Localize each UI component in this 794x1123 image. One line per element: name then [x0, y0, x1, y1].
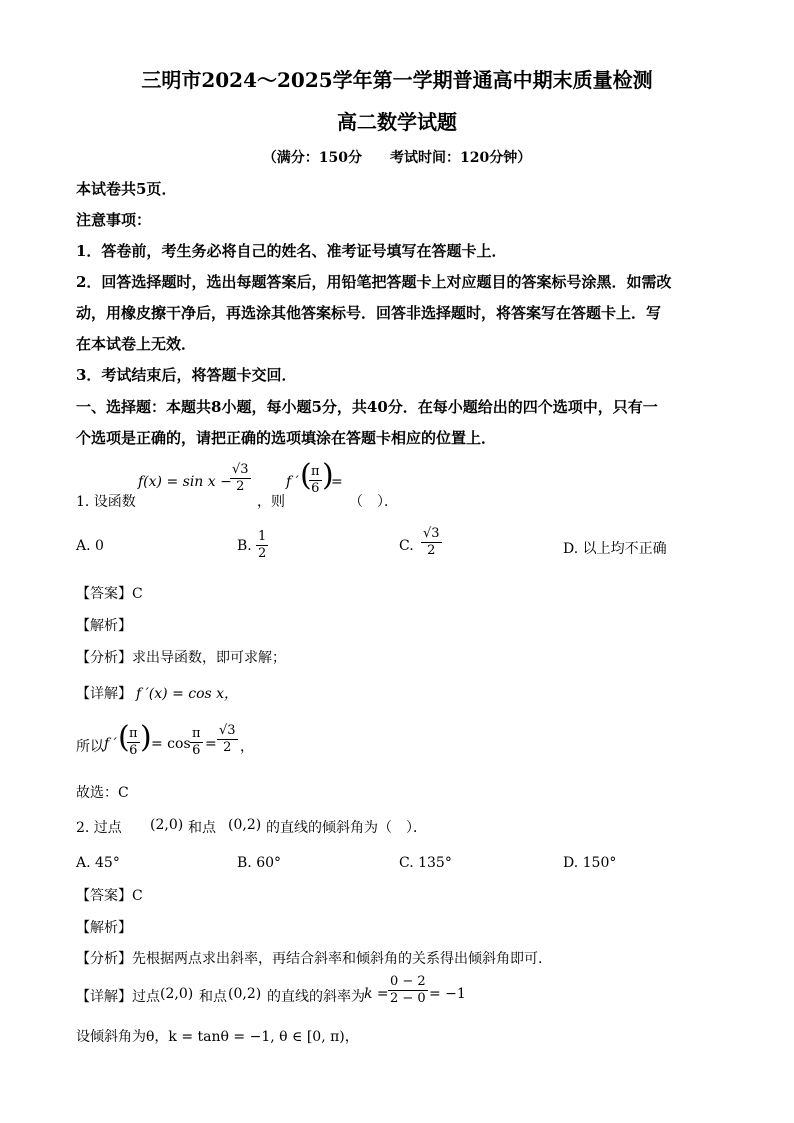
q2-stem-b: 和点: [188, 820, 216, 836]
q2-option-c: C. 135°: [399, 855, 452, 871]
q1-so-result: [217, 723, 238, 756]
q1-so-cos-six: 6: [192, 743, 201, 758]
q1-blank: （ ）．: [349, 494, 398, 510]
section1-heading-b: 个选项是正确的，请把正确的选项填涂在答题卡相应的位置上．: [76, 429, 497, 447]
q1-six: 6: [311, 481, 320, 496]
q1-so-end: ，: [240, 739, 254, 755]
q2-option-d: D. 150°: [563, 855, 617, 871]
q1-analysis-label: 【解析】: [76, 618, 132, 634]
q1-pi: π: [311, 464, 320, 479]
q1-pi-over-6: [309, 464, 322, 497]
q1-option-a: A. 0: [76, 538, 104, 554]
exam-title: 三明市2024～2025学年第一学期普通高中期末质量检测: [141, 68, 653, 92]
exam-meta: （满分：150分 考试时间：120分钟）: [262, 150, 532, 166]
q1-equals: =: [331, 474, 343, 490]
q1-so-six: 6: [129, 743, 138, 758]
q1-so-label: 所以: [76, 739, 104, 755]
q1-option-d: D. 以上均不正确: [563, 541, 667, 557]
q1-so-right-paren: ): [140, 720, 152, 755]
q1-so-left-paren: (: [118, 720, 130, 755]
q1-right-paren: ): [322, 458, 334, 493]
q2-detail-c: 的直线的斜率为: [267, 989, 365, 1005]
q1-so-result-den: 2: [223, 740, 232, 755]
q2-detail-a: 【详解】过点: [76, 989, 160, 1005]
q1-then: ，则: [257, 494, 285, 510]
q2-point-2: (0,2): [228, 817, 262, 833]
q1-option-b-num: 1: [258, 529, 267, 544]
q1-denominator: 2: [236, 479, 245, 494]
q1-so-fprime: f ′: [104, 736, 117, 752]
notice-2b: 动，用橡皮擦干净后，再选涂其他答案标号．回答非选择题时，将答案写在答题卡上．写: [76, 304, 662, 322]
q1-lead: 1. 设函数: [76, 494, 136, 510]
q2-stem-a: 2. 过点: [76, 820, 122, 836]
section1-heading-a: 一、选择题：本题共8小题，每小题5分，共40分．在每小题给出的四个选项中，只有一: [76, 398, 658, 416]
pages-note: 本试卷共5页．: [76, 180, 177, 198]
q1-so-pi: π: [129, 726, 138, 741]
q1-option-b-label: B.: [237, 538, 252, 554]
q1-answer: 【答案】C: [76, 586, 143, 602]
q2-detail-point-1: (2,0): [160, 986, 194, 1002]
q2-k-result: = −1: [429, 986, 466, 1002]
q2-option-a: A. 45°: [76, 855, 120, 871]
q1-function: f(x) = sin x −: [138, 474, 232, 490]
q1-detail-expr: f ′(x) = cos x，: [136, 686, 239, 702]
q2-stem-c: 的直线的倾斜角为（ ）．: [266, 820, 427, 836]
q1-option-c-num: √3: [423, 526, 440, 541]
q1-so-cos: = cos: [151, 736, 191, 752]
q1-option-c-fraction: [421, 526, 442, 559]
notice-label: 注意事项：: [76, 211, 152, 229]
q1-so-cos-arg: [190, 726, 203, 759]
q1-fenxi: 【分析】求出导函数，即可求解；: [76, 650, 286, 666]
q2-k-den: 2 − 0: [390, 991, 426, 1006]
q2-option-b: B. 60°: [237, 855, 282, 871]
q1-so-eq2: =: [205, 736, 217, 752]
q1-so-pi-over-6: [127, 726, 140, 759]
q1-option-c-den: 2: [427, 543, 436, 558]
exam-subtitle: 高二数学试题: [337, 110, 457, 134]
q1-detail-label: 【详解】: [76, 686, 132, 702]
q1-choose: 故选：C: [76, 785, 129, 801]
q1-option-b-den: 2: [258, 546, 267, 561]
q1-option-b-fraction: [256, 529, 268, 562]
q1-so-result-num: √3: [219, 723, 236, 738]
q2-detail-b: 和点: [199, 989, 227, 1005]
q2-answer: 【答案】C: [76, 888, 143, 904]
q1-left-paren: (: [300, 458, 312, 493]
q1-fprime: f ′: [286, 474, 299, 490]
q2-detail-point-2: (0,2): [228, 986, 262, 1002]
notice-1: 1．答卷前，考生务必将自己的姓名、准考证号填写在答题卡上．: [76, 242, 507, 260]
q2-fenxi: 【分析】先根据两点求出斜率，再结合斜率和倾斜角的关系得出倾斜角即可.: [76, 951, 543, 967]
notice-2c: 在本试卷上无效．: [76, 335, 197, 353]
notice-2a: 2．回答选择题时，选出每题答案后，用铅笔把答题卡上对应题目的答案标号涂黑．如需改: [76, 273, 672, 291]
q1-so-cos-pi: π: [192, 726, 201, 741]
q2-k-num: 0 − 2: [390, 974, 426, 989]
q2-last-line: 设倾斜角为θ，k = tanθ = −1, θ ∈ [0, π)，: [76, 1029, 359, 1045]
q1-sqrt3: √3: [232, 462, 249, 477]
q2-k-fraction: [388, 974, 428, 1007]
notice-3: 3．考试结束后，将答题卡交回．: [76, 366, 297, 384]
q1-option-c-label: C.: [399, 538, 414, 554]
q1-function-fraction: [230, 462, 251, 495]
q2-point-1: (2,0): [150, 817, 184, 833]
q2-analysis-label: 【解析】: [76, 920, 132, 936]
q2-k-eq: k =: [364, 986, 389, 1002]
